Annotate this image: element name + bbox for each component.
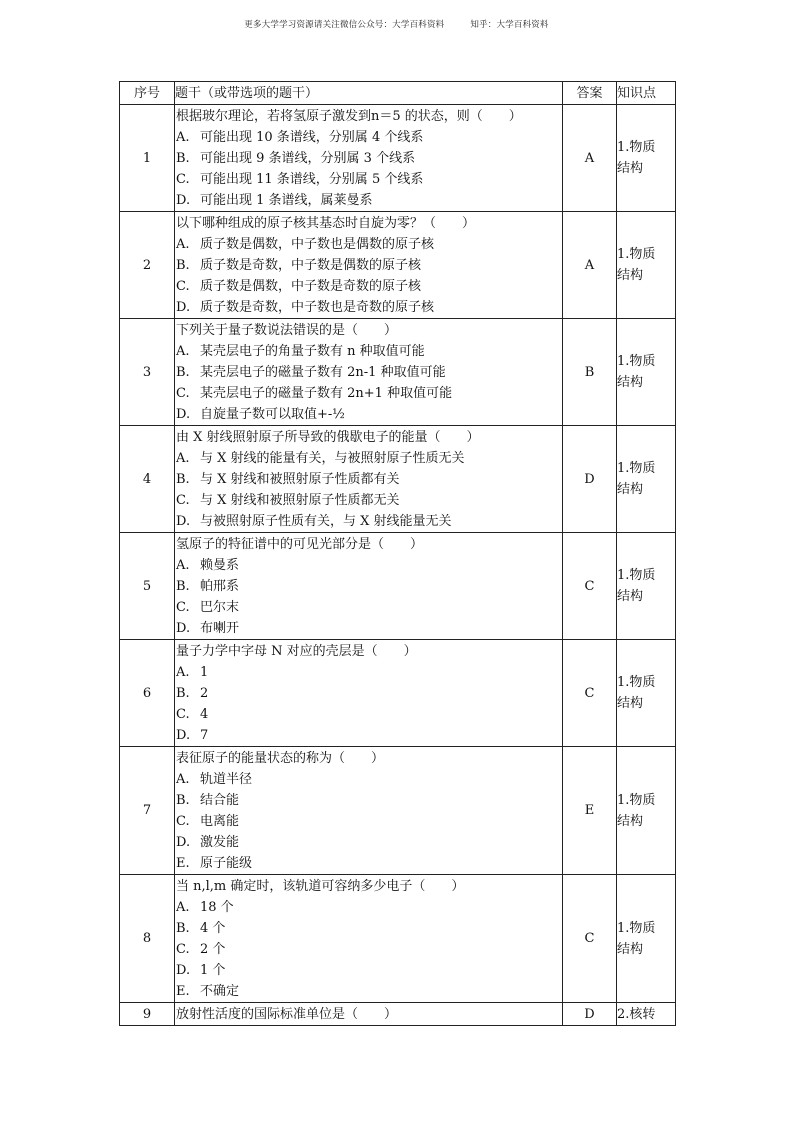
option-label: C. xyxy=(176,814,190,829)
answer-option xyxy=(176,255,562,276)
answer-option xyxy=(176,276,562,297)
question-cell xyxy=(175,640,563,747)
knowledge-point xyxy=(617,212,676,319)
answer-key: A xyxy=(563,105,617,212)
option-text: 可能出现 11 条谱线，分别属 5 个线系 xyxy=(200,172,424,187)
answer-option xyxy=(176,341,562,362)
answer-option xyxy=(176,362,562,383)
question-number: 2 xyxy=(120,212,175,319)
answer-key: C xyxy=(563,640,617,747)
option-label: C. xyxy=(176,600,190,615)
answer-option xyxy=(176,383,562,404)
option-text: 7 xyxy=(200,728,209,743)
answer-key: A xyxy=(563,212,617,319)
question-number: 4 xyxy=(120,426,175,533)
answer-option xyxy=(176,148,562,169)
option-label: B. xyxy=(176,151,190,166)
table-row xyxy=(120,1003,676,1026)
question-number: 8 xyxy=(120,875,175,1003)
option-label: D. xyxy=(176,621,191,636)
table-header-row xyxy=(120,82,676,105)
option-text: 4 个 xyxy=(200,921,226,936)
option-label: A. xyxy=(176,451,190,466)
question-table xyxy=(119,81,676,1026)
option-label: D. xyxy=(176,514,191,529)
answer-option xyxy=(176,704,562,725)
knowledge-point xyxy=(617,105,676,212)
answer-option xyxy=(176,853,562,874)
option-text: 巴尔末 xyxy=(200,600,240,615)
knowledge-point xyxy=(617,747,676,875)
question-stem: 量子力学中字母 N 对应的壳层是（ ） xyxy=(176,644,417,659)
option-text: 1 xyxy=(200,665,209,680)
answer-option xyxy=(176,918,562,939)
knowledge-point-line: 1.物质 xyxy=(617,675,656,690)
option-text: 可能出现 10 条谱线，分别属 4 个线系 xyxy=(200,130,424,145)
option-text: 某壳层电子的磁量子数有 2n+1 种取值可能 xyxy=(200,386,453,401)
answer-option xyxy=(176,683,562,704)
option-text: 原子能级 xyxy=(200,856,253,871)
knowledge-point-line: 结构 xyxy=(617,696,644,711)
option-text: 质子数是奇数，中子数也是奇数的原子核 xyxy=(200,300,435,315)
answer-option xyxy=(176,790,562,811)
option-label: D. xyxy=(176,963,191,978)
option-text: 赖曼系 xyxy=(200,558,240,573)
option-text: 激发能 xyxy=(200,835,240,850)
option-text: 质子数是偶数，中子数是奇数的原子核 xyxy=(200,279,422,294)
knowledge-point-line: 结构 xyxy=(617,268,644,283)
knowledge-point-line: 2.核转 xyxy=(617,1006,656,1022)
option-text: 某壳层电子的角量子数有 n 种取值可能 xyxy=(200,344,425,359)
question-number: 5 xyxy=(120,533,175,640)
answer-option xyxy=(176,127,562,148)
option-label: A. xyxy=(176,130,190,145)
option-label: B. xyxy=(176,472,190,487)
option-label: E. xyxy=(176,856,190,871)
question-cell xyxy=(175,533,563,640)
option-label: C. xyxy=(176,493,190,508)
option-label: D. xyxy=(176,835,191,850)
answer-option xyxy=(176,448,562,469)
knowledge-point-line: 1.物质 xyxy=(617,461,656,476)
knowledge-point-line: 结构 xyxy=(617,161,644,176)
option-text: 与 X 射线和被照射原子性质都有关 xyxy=(200,472,400,487)
option-label: A. xyxy=(176,344,190,359)
knowledge-point xyxy=(617,533,676,640)
answer-option xyxy=(176,297,562,318)
header-note-zhihu: 知乎：大学百科资料 xyxy=(470,20,549,30)
knowledge-point xyxy=(617,426,676,533)
answer-key: D xyxy=(563,1003,617,1026)
option-label: C. xyxy=(176,172,190,187)
table-row xyxy=(120,875,676,1003)
answer-option xyxy=(176,618,562,639)
question-number: 9 xyxy=(120,1003,175,1026)
knowledge-point-line: 结构 xyxy=(617,589,644,604)
question-stem: 下列关于量子数说法错误的是（ ） xyxy=(176,323,398,338)
column-header-knowledge: 知识点 xyxy=(617,82,676,105)
option-text: 质子数是奇数，中子数是偶数的原子核 xyxy=(200,258,422,273)
table-row xyxy=(120,747,676,875)
knowledge-point xyxy=(617,875,676,1003)
option-text: 电离能 xyxy=(200,814,240,829)
knowledge-point-line: 结构 xyxy=(617,482,644,497)
answer-option xyxy=(176,555,562,576)
header-note-wechat: 更多大学学习资源请关注微信公众号：大学百科资料 xyxy=(244,20,445,30)
answer-option xyxy=(176,769,562,790)
question-number: 3 xyxy=(120,319,175,426)
option-label: B. xyxy=(176,793,190,808)
option-label: B. xyxy=(176,686,190,701)
answer-key: E xyxy=(563,747,617,875)
column-header-number: 序号 xyxy=(120,82,175,105)
knowledge-point-line: 1.物质 xyxy=(617,354,656,369)
option-text: 1 个 xyxy=(200,963,226,978)
question-cell xyxy=(175,875,563,1003)
option-text: 轨道半径 xyxy=(200,772,253,787)
option-label: C. xyxy=(176,386,190,401)
table-row xyxy=(120,533,676,640)
option-text: 不确定 xyxy=(200,984,240,999)
option-text: 可能出现 9 条谱线，分别属 3 个线系 xyxy=(200,151,416,166)
answer-option xyxy=(176,832,562,853)
answer-key: C xyxy=(563,875,617,1003)
option-label: B. xyxy=(176,365,190,380)
answer-option xyxy=(176,597,562,618)
knowledge-point xyxy=(617,319,676,426)
answer-option xyxy=(176,725,562,746)
answer-option xyxy=(176,511,562,532)
question-number: 6 xyxy=(120,640,175,747)
question-stem: 以下哪种组成的原子核其基态时自旋为零？（ ） xyxy=(176,216,476,231)
answer-option xyxy=(176,939,562,960)
question-cell xyxy=(175,1003,563,1026)
option-text: 某壳层电子的磁量子数有 2n-1 种取值可能 xyxy=(200,365,446,380)
option-text: 可能出现 1 条谱线，属莱曼系 xyxy=(200,193,373,208)
option-label: B. xyxy=(176,921,190,936)
knowledge-point-line: 1.物质 xyxy=(617,140,656,155)
knowledge-point-line: 结构 xyxy=(617,375,644,390)
option-text: 质子数是偶数，中子数也是偶数的原子核 xyxy=(200,237,435,252)
option-label: D. xyxy=(176,728,191,743)
knowledge-point xyxy=(617,1003,676,1026)
question-cell xyxy=(175,319,563,426)
answer-option xyxy=(176,960,562,981)
answer-option xyxy=(176,662,562,683)
table-row xyxy=(120,640,676,747)
question-stem: 放射性活度的国际标准单位是（ ） xyxy=(176,1007,398,1022)
question-stem: 由 X 射线照射原子所导致的俄歇电子的能量（ ） xyxy=(176,430,480,445)
option-label: E. xyxy=(176,984,190,999)
table-row xyxy=(120,212,676,319)
table-row xyxy=(120,319,676,426)
option-label: D. xyxy=(176,407,191,422)
option-text: 4 xyxy=(200,707,209,722)
column-header-answer: 答案 xyxy=(563,82,617,105)
option-text: 2 个 xyxy=(200,942,226,957)
knowledge-point xyxy=(617,640,676,747)
question-stem: 根据玻尔理论，若将氢原子激发到n＝5 的状态，则（ ） xyxy=(176,109,522,124)
option-label: B. xyxy=(176,258,190,273)
option-label: D. xyxy=(176,193,191,208)
option-label: B. xyxy=(176,579,190,594)
option-label: C. xyxy=(176,279,190,294)
answer-option xyxy=(176,490,562,511)
question-stem: 当 n,l,m 确定时，该轨道可容纳多少电子（ ） xyxy=(176,879,465,894)
option-label: C. xyxy=(176,707,190,722)
header-note xyxy=(0,18,793,30)
question-cell xyxy=(175,426,563,533)
option-label: A. xyxy=(176,665,190,680)
knowledge-point-line: 1.物质 xyxy=(617,247,656,262)
option-label: A. xyxy=(176,558,190,573)
option-label: D. xyxy=(176,300,191,315)
question-cell xyxy=(175,747,563,875)
answer-option xyxy=(176,404,562,425)
question-cell xyxy=(175,212,563,319)
knowledge-point-line: 1.物质 xyxy=(617,920,656,936)
option-label: A. xyxy=(176,900,190,915)
knowledge-point-line: 1.物质 xyxy=(617,568,656,583)
question-stem: 氢原子的特征谱中的可见光部分是（ ） xyxy=(176,537,424,552)
column-header-question: 题干（或带选项的题干） xyxy=(175,82,563,105)
knowledge-point-line: 结构 xyxy=(617,813,644,829)
answer-key: B xyxy=(563,319,617,426)
answer-option xyxy=(176,576,562,597)
question-cell xyxy=(175,105,563,212)
answer-option xyxy=(176,190,562,211)
option-label: A. xyxy=(176,772,190,787)
answer-key: C xyxy=(563,533,617,640)
option-text: 布喇开 xyxy=(200,621,240,636)
answer-key: D xyxy=(563,426,617,533)
question-number: 1 xyxy=(120,105,175,212)
option-text: 与 X 射线和被照射原子性质都无关 xyxy=(200,493,400,508)
knowledge-point-line: 1.物质 xyxy=(617,792,656,808)
answer-option xyxy=(176,981,562,1002)
answer-option xyxy=(176,811,562,832)
option-text: 与被照射原子性质有关，与 X 射线能量无关 xyxy=(200,514,452,529)
knowledge-point-line: 结构 xyxy=(617,941,644,957)
option-label: A. xyxy=(176,237,190,252)
answer-option xyxy=(176,169,562,190)
table-row xyxy=(120,426,676,533)
option-text: 2 xyxy=(200,686,209,701)
option-label: C. xyxy=(176,942,190,957)
option-text: 自旋量子数可以取值+-½ xyxy=(200,407,345,422)
table-row xyxy=(120,105,676,212)
option-text: 18 个 xyxy=(200,900,234,915)
option-text: 与 X 射线的能量有关，与被照射原子性质无关 xyxy=(200,451,465,466)
answer-option xyxy=(176,897,562,918)
answer-option xyxy=(176,234,562,255)
question-stem: 表征原子的能量状态的称为（ ） xyxy=(176,751,385,766)
option-text: 结合能 xyxy=(200,793,240,808)
answer-option xyxy=(176,469,562,490)
option-text: 帕邢系 xyxy=(200,579,240,594)
question-number: 7 xyxy=(120,747,175,875)
